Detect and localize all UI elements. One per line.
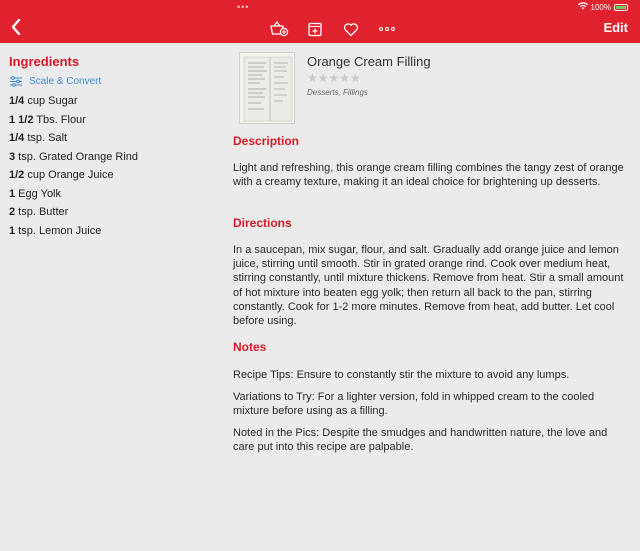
note-variations: Variations to Try: For a lighter version, fold in whipped cream to the cooled mixture before using as a filling. (233, 391, 595, 418)
ingredient-item (9, 111, 209, 130)
ingredient-quantity: 3 (9, 150, 16, 163)
ellipsis-icon (378, 26, 396, 32)
sliders-icon (9, 76, 23, 87)
edit-button[interactable]: Edit (603, 20, 628, 35)
ingredient-quantity: 1/2 (9, 169, 25, 181)
ingredient-quantity: 2 (9, 206, 16, 218)
rating-stars[interactable]: ★★★★★ (307, 71, 361, 85)
ingredient-quantity: 1 1/2 (9, 113, 34, 126)
ingredient-quantity: 1 (9, 187, 16, 200)
ingredient-name: cup Sugar (24, 95, 78, 107)
status-dots: ••• (237, 2, 250, 12)
wifi-icon (578, 2, 588, 12)
ingredient-item (9, 222, 209, 241)
add-to-meal-plan-button[interactable] (304, 19, 326, 39)
notes-heading: Notes (233, 340, 267, 354)
directions-text: In a saucepan, mix sugar, flour, and salt. Gradually add orange juice and lemon juice, stirring until smooth. Stir in grated orange rind. Cook over medium heat, stirring constantly, until mixture thickens. Remove from heat. Stir a small amount of hot mixture into beaten egg yolk; then return all back to the pan, stirring constantly. Cook for 1-2 more minutes. Remove from heat, add butter. Let cool before using. (233, 244, 624, 328)
scale-convert-label: Scale & Convert (29, 76, 102, 87)
ingredient-name: cup Orange Juice (24, 169, 114, 181)
ingredient-quantity: 1 (9, 224, 16, 237)
recipe-categories: Desserts, Fillings (307, 88, 368, 97)
battery-percent: 100% (590, 2, 611, 12)
ingredient-name: tsp. Salt (24, 132, 68, 144)
add-to-groceries-button[interactable] (268, 19, 290, 39)
heart-icon (343, 22, 359, 37)
ingredient-item (9, 166, 209, 185)
basket-add-icon (269, 21, 289, 37)
ingredient-name: tsp. Butter (15, 206, 69, 218)
recipe-title: Orange Cream Filling (307, 54, 431, 69)
battery-icon (614, 4, 628, 11)
ingredient-item (9, 203, 209, 222)
description-heading: Description (233, 134, 300, 148)
recipe-toolbar (268, 19, 398, 39)
top-navigation-bar (0, 0, 640, 43)
ingredient-item (9, 148, 209, 167)
ingredients-heading: Ingredients (9, 54, 80, 69)
ingredient-quantity: 1/4 (9, 95, 25, 107)
calendar-add-icon (307, 21, 323, 37)
recipe-card-image (240, 53, 295, 124)
ingredient-item (9, 129, 209, 148)
ingredient-item (9, 92, 209, 111)
scale-convert-button[interactable] (9, 76, 209, 87)
directions-heading: Directions (233, 216, 292, 230)
ingredient-quantity: 1/4 (9, 132, 25, 144)
ingredients-panel (9, 54, 209, 240)
ingredient-name: tsp. Lemon Juice (15, 224, 102, 237)
back-button[interactable] (6, 16, 26, 38)
note-pics: Noted in the Pics: Despite the smudges and handwritten nature, the love and care put into this recipe are palpable. (233, 427, 608, 454)
favorite-button[interactable] (340, 19, 362, 39)
ingredient-name: Tbs. Flour (33, 113, 86, 126)
more-options-button[interactable] (376, 19, 398, 39)
ingredient-name: Egg Yolk (15, 187, 61, 200)
chevron-left-icon (11, 19, 21, 35)
note-tips: Recipe Tips: Ensure to constantly stir the mixture to avoid any lumps. (233, 369, 570, 381)
ingredient-name: tsp. Grated Orange Rind (15, 150, 139, 163)
ingredient-item (9, 185, 209, 204)
description-text: Light and refreshing, this orange cream filling combines the tangy zest of orange with a creamy texture, making it an ideal choice for brightening up desserts. (233, 162, 624, 189)
ingredient-list (9, 92, 209, 240)
recipe-photo[interactable] (239, 52, 295, 124)
status-indicators (578, 2, 628, 12)
